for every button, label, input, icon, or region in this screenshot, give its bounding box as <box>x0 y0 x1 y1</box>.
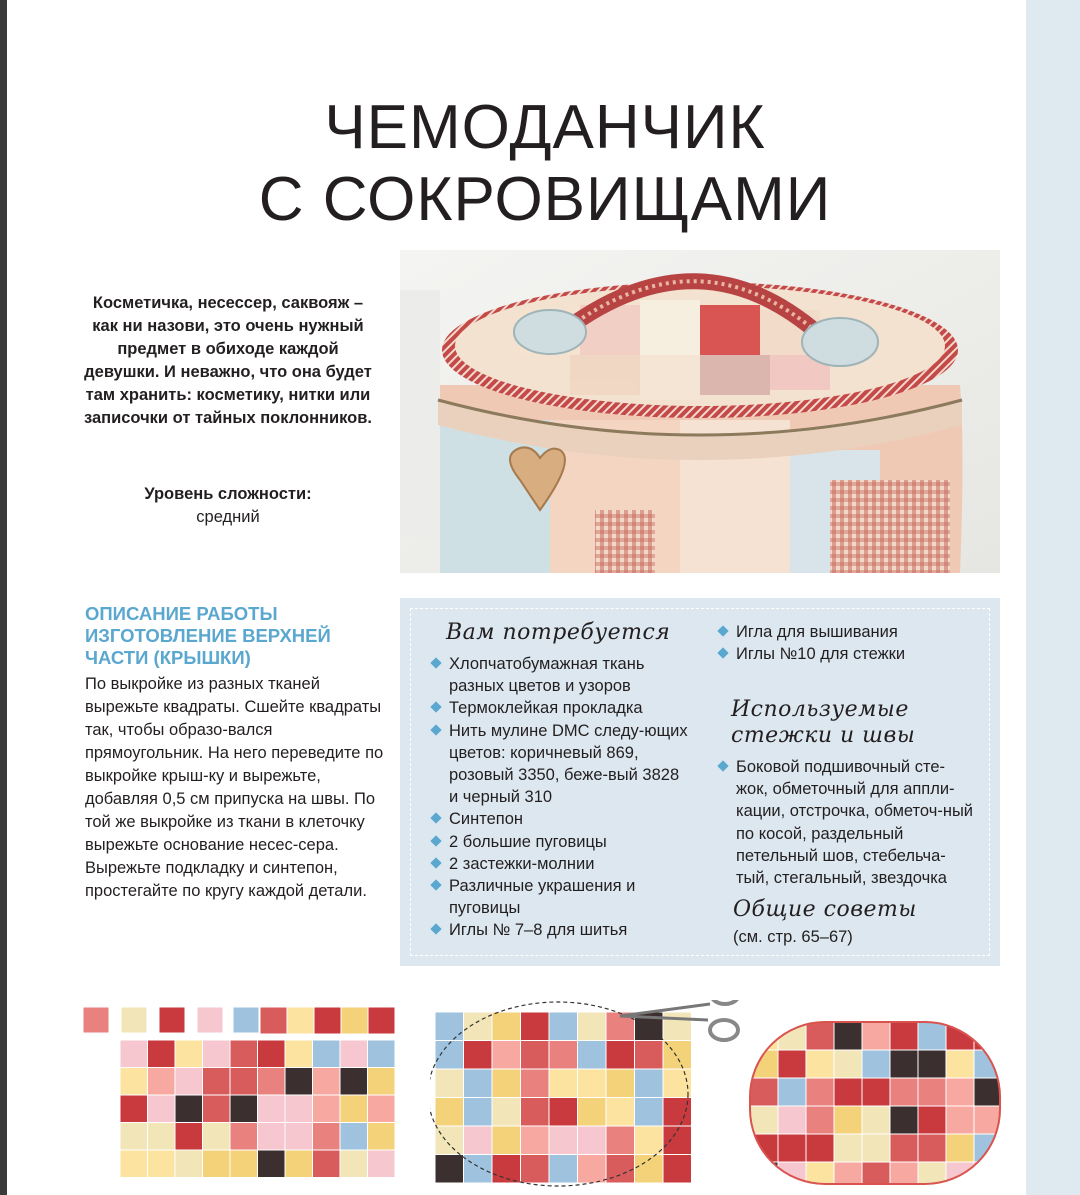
patch-square <box>230 1068 258 1096</box>
patch-square <box>834 1134 862 1162</box>
patch-square <box>258 1068 286 1096</box>
patch-square <box>285 1150 313 1178</box>
patch-square <box>435 1041 464 1070</box>
patch-square <box>313 1040 341 1068</box>
patch-square <box>435 1069 464 1098</box>
patch-square <box>890 1022 918 1050</box>
patch-square <box>778 1050 806 1078</box>
patch-square <box>492 1126 521 1155</box>
patch-square <box>230 1123 258 1151</box>
patch-square <box>368 1150 396 1178</box>
patch-square <box>974 1134 1002 1162</box>
stitches-title: Используемые стежки и швы <box>731 697 916 748</box>
patch-square <box>340 1150 368 1178</box>
product-photo <box>400 250 1000 573</box>
patch-square <box>120 1068 148 1096</box>
patch-square <box>549 1012 578 1041</box>
patch-square <box>492 1041 521 1070</box>
patch-square <box>203 1040 231 1068</box>
patch-square <box>464 1041 493 1070</box>
intro-text: Косметичка, несессер, саквояж – как ни назови, это очень нужный предмет в обиходе каждой девушки. И неважно, что она будет там хранить: косметику, нитки или записочки от тайных поклонников. <box>83 294 372 427</box>
patch-square <box>635 1069 664 1098</box>
list-item: Хлопчатобумажная ткань разных цветов и узоров <box>430 653 690 697</box>
patch-square <box>148 1095 176 1123</box>
patch-square <box>750 1022 778 1050</box>
patch-square <box>549 1041 578 1070</box>
diamond-bullet-icon <box>430 835 441 846</box>
patch-square <box>258 1095 286 1123</box>
patch-square <box>578 1041 607 1070</box>
materials-list <box>430 653 690 942</box>
diamond-bullet-icon <box>430 702 441 713</box>
patch-square <box>778 1106 806 1134</box>
patch-square <box>313 1095 341 1123</box>
patch-square <box>260 1007 287 1034</box>
patch-square <box>606 1126 635 1155</box>
patch-square <box>258 1150 286 1178</box>
patch-square <box>230 1095 258 1123</box>
fabric-swatch <box>233 1007 259 1033</box>
patch-square <box>946 1050 974 1078</box>
patch-square <box>635 1041 664 1070</box>
patch-square <box>521 1098 550 1127</box>
patch-square <box>806 1050 834 1078</box>
patch-square <box>285 1095 313 1123</box>
patch-square <box>368 1123 396 1151</box>
patch-square <box>549 1155 578 1184</box>
patch-square <box>313 1068 341 1096</box>
patch-square <box>834 1078 862 1106</box>
patch-square <box>148 1150 176 1178</box>
page-edge <box>0 0 7 1195</box>
patch-square <box>834 1106 862 1134</box>
fabric-swatch <box>159 1007 185 1033</box>
patch-square <box>606 1041 635 1070</box>
diamond-bullet-icon <box>430 657 441 668</box>
patch-square <box>663 1155 692 1184</box>
diamond-bullet-icon <box>430 724 441 735</box>
patch-square <box>862 1106 890 1134</box>
fabric-swatch <box>121 1007 147 1033</box>
patch-square <box>175 1095 203 1123</box>
patch-square <box>435 1012 464 1041</box>
patch-square <box>806 1022 834 1050</box>
difficulty-label: Уровень сложности: <box>144 485 312 503</box>
patch-square <box>806 1078 834 1106</box>
page-title <box>110 92 980 236</box>
stitches-list <box>717 756 977 889</box>
patch-square <box>521 1041 550 1070</box>
patch-square <box>492 1098 521 1127</box>
patch-square <box>549 1126 578 1155</box>
patch-square <box>974 1022 1002 1050</box>
patch-square <box>203 1095 231 1123</box>
patch-square <box>549 1098 578 1127</box>
patch-square <box>464 1012 493 1041</box>
diamond-bullet-icon <box>717 648 728 659</box>
patchwork-grid-2 <box>435 1012 692 1183</box>
patch-square <box>778 1134 806 1162</box>
patch-square <box>750 1106 778 1134</box>
patch-square <box>635 1155 664 1184</box>
list-item: 2 застежки-молнии <box>430 853 690 875</box>
patch-square <box>578 1012 607 1041</box>
patch-square <box>285 1040 313 1068</box>
patch-square <box>314 1007 341 1034</box>
patch-square <box>549 1069 578 1098</box>
side-margin-strip <box>1026 0 1080 1195</box>
patch-square <box>120 1040 148 1068</box>
patch-square <box>340 1095 368 1123</box>
difficulty-value: средний <box>196 508 260 526</box>
patch-square <box>175 1068 203 1096</box>
patch-square <box>918 1050 946 1078</box>
patch-square <box>946 1078 974 1106</box>
materials-title: Вам потребуется <box>446 620 671 645</box>
patch-square <box>230 1040 258 1068</box>
patch-square <box>313 1150 341 1178</box>
patchwork-cut-illustration <box>430 1000 750 1190</box>
fabric-swatch <box>83 1007 109 1033</box>
list-item: Иглы № 7–8 для шитья <box>430 919 690 941</box>
fabric-swatch <box>197 1007 223 1033</box>
patch-square <box>606 1069 635 1098</box>
patch-square <box>918 1078 946 1106</box>
patch-square <box>521 1126 550 1155</box>
list-item: Боковой подшивочный сте-жок, обметочный для аппли-кации, отстрочка, обметоч-ный по косой, раздельный петельный шов, стебельча-тый, стегальный, звездочка <box>717 756 977 889</box>
patch-square <box>492 1069 521 1098</box>
patch-square <box>464 1155 493 1184</box>
patch-square <box>578 1155 607 1184</box>
patch-square <box>834 1162 862 1190</box>
patch-square <box>578 1069 607 1098</box>
patch-square <box>258 1123 286 1151</box>
patch-square <box>834 1050 862 1078</box>
patch-square <box>368 1095 396 1123</box>
patch-square <box>890 1050 918 1078</box>
patch-square <box>120 1095 148 1123</box>
list-item: Термоклейкая прокладка <box>430 697 690 719</box>
patch-square <box>368 1007 395 1034</box>
patch-square <box>340 1123 368 1151</box>
patch-square <box>862 1050 890 1078</box>
patch-square <box>890 1134 918 1162</box>
list-item: Различные украшения и пуговицы <box>430 875 690 919</box>
patch-square <box>521 1069 550 1098</box>
patch-square <box>862 1078 890 1106</box>
patch-square <box>750 1134 778 1162</box>
patch-square <box>464 1126 493 1155</box>
patch-square <box>148 1068 176 1096</box>
patch-square <box>521 1155 550 1184</box>
diamond-bullet-icon <box>430 813 441 824</box>
patch-square <box>806 1134 834 1162</box>
patch-square <box>148 1040 176 1068</box>
patch-square <box>175 1150 203 1178</box>
patch-square <box>492 1012 521 1041</box>
patch-square <box>862 1134 890 1162</box>
patch-square <box>435 1126 464 1155</box>
patch-square <box>203 1150 231 1178</box>
patch-square <box>521 1012 550 1041</box>
patchwork-oval-illustration <box>745 1000 1005 1190</box>
patchwork-grid-1 <box>120 1040 395 1178</box>
patch-square <box>663 1012 692 1041</box>
title-line-2: С СОКРОВИЩАМИ <box>258 165 832 234</box>
patch-square <box>806 1106 834 1134</box>
diamond-bullet-icon <box>717 760 728 771</box>
patch-square <box>750 1078 778 1106</box>
patch-square <box>464 1069 493 1098</box>
patch-square <box>175 1040 203 1068</box>
patch-square <box>946 1106 974 1134</box>
fabric-swatches <box>83 1007 395 1034</box>
patch-square <box>946 1134 974 1162</box>
patch-square <box>635 1098 664 1127</box>
patch-square <box>203 1068 231 1096</box>
patch-square <box>862 1162 890 1190</box>
patch-square <box>435 1155 464 1184</box>
patch-square <box>606 1098 635 1127</box>
patch-square <box>778 1078 806 1106</box>
patch-square <box>890 1106 918 1134</box>
patch-square <box>340 1068 368 1096</box>
patch-square <box>175 1123 203 1151</box>
patchwork-squares-illustration <box>80 1000 395 1190</box>
diamond-bullet-icon <box>717 625 728 636</box>
patch-square <box>974 1162 1002 1190</box>
patch-square <box>148 1123 176 1151</box>
list-item: 2 большие пуговицы <box>430 831 690 853</box>
list-item: Игла для вышивания <box>717 621 987 643</box>
patchwork-grid-3 <box>750 1022 1002 1190</box>
patch-square <box>663 1069 692 1098</box>
patch-square <box>918 1022 946 1050</box>
patch-square <box>578 1098 607 1127</box>
patch-square <box>890 1078 918 1106</box>
patch-square <box>340 1040 368 1068</box>
patch-square <box>862 1022 890 1050</box>
list-item: Нить мулине DMC следу-ющих цветов: коричневый 869, розовый 3350, беже-вый 3828 и черный 310 <box>430 720 690 809</box>
patch-square <box>464 1098 493 1127</box>
patch-square <box>230 1150 258 1178</box>
patch-square <box>287 1007 314 1034</box>
patch-square <box>750 1162 778 1190</box>
tips-title: Общие советы <box>733 897 917 922</box>
patch-square <box>368 1068 396 1096</box>
patch-square <box>635 1126 664 1155</box>
diamond-bullet-icon <box>430 924 441 935</box>
patch-square <box>313 1123 341 1151</box>
patch-square <box>918 1162 946 1190</box>
description-text: По выкройке из разных тканей вырежьте квадраты. Сшейте квадраты так, чтобы образо-вался прямоугольник. На него переведите по выкройке крыш-ку и вырежьте, добавляя 0,5 см припуска на швы. По той же выкройке из ткани в клеточку вырежьте основание несес-сера. Вырежьте подкладку и синтепон, простегайте по кругу каждой детали. <box>85 675 384 900</box>
patch-square <box>341 1007 368 1034</box>
patch-square <box>120 1150 148 1178</box>
patch-square <box>834 1022 862 1050</box>
patch-square <box>258 1040 286 1068</box>
patch-square <box>203 1123 231 1151</box>
patch-square <box>806 1162 834 1190</box>
patch-square <box>578 1126 607 1155</box>
patch-square <box>918 1134 946 1162</box>
patch-square <box>890 1162 918 1190</box>
patch-square <box>120 1123 148 1151</box>
patch-square <box>435 1098 464 1127</box>
materials-list-continued <box>717 621 987 665</box>
section-heading: ОПИСАНИЕ РАБОТЫ ИЗГОТОВЛЕНИЕ ВЕРХНЕЙ ЧАСТИ (КРЫШКИ) <box>85 603 331 668</box>
list-item: Иглы №10 для стежки <box>717 643 987 665</box>
tips-reference: (см. стр. 65–67) <box>733 928 853 946</box>
patch-square <box>285 1123 313 1151</box>
diamond-bullet-icon <box>430 879 441 890</box>
title-line-1: ЧЕМОДАНЧИК <box>324 93 766 162</box>
list-item: Синтепон <box>430 808 690 830</box>
patch-square <box>368 1040 396 1068</box>
patch-square <box>285 1068 313 1096</box>
patch-square <box>918 1106 946 1134</box>
diamond-bullet-icon <box>430 857 441 868</box>
patch-square <box>974 1050 1002 1078</box>
